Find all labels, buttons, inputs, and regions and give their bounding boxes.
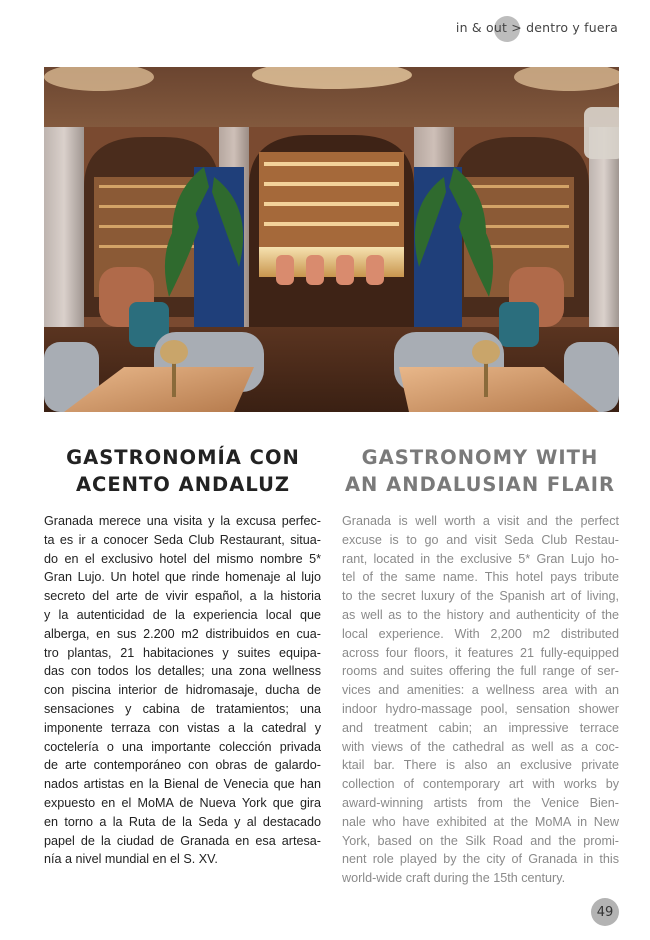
english-heading: [340, 444, 620, 498]
section-tag: [456, 20, 618, 35]
english-body-line: York, based on the Silk Road and the promi-: [342, 833, 619, 848]
english-body-line: tel of the same name. This hotel pays tribute: [342, 570, 619, 585]
english-body-line: nale who have exhibited at the MoMA in New: [342, 814, 619, 829]
english-body-line: and treatment cabin; an impressive terrace: [342, 720, 619, 735]
spanish-body-line: en torno a la Ruta de la Seda y al destacado: [44, 814, 321, 829]
english-body-line: ktail bar. There is also an exclusive private: [342, 758, 619, 773]
spanish-body-line: de arte contemporáneo con obras de galardo-: [44, 758, 321, 773]
spanish-body-line: con piscina interior de hidromasaje, ducha de: [44, 683, 321, 698]
spanish-body-line: Gran Lujo. Un hotel que rinde homenaje al lujo: [44, 570, 321, 585]
english-heading-line-2: AN ANDALUSIAN FLAIR: [344, 473, 616, 496]
english-body-line: collection of contemporary art with works by: [342, 777, 619, 792]
spanish-body-line: y la autenticidad de la experiencia local que: [44, 607, 321, 622]
spanish-heading-line-2: ACENTO ANDALUZ: [75, 473, 291, 496]
english-heading-line-1: GASTRONOMY WITH: [361, 446, 599, 469]
spanish-body-line: nía a nivel mundial en el S. XV.: [44, 852, 218, 867]
section-tag-text: in & out > dentro y fuera: [455, 20, 618, 35]
spanish-body-line: nados artistas en la Bienal de Venecia que han: [44, 777, 321, 792]
spanish-body-line: do en el exclusivo hotel del mismo nombre 5*: [44, 551, 321, 566]
english-body-line: with views of the cathedral as well as a coc-: [342, 739, 619, 754]
english-body-line: vices and amenities: a wellness area with an: [342, 683, 619, 698]
spanish-body-line: secreto del arte de vivir español, a la historia: [44, 589, 321, 604]
spanish-body-line: das con todos los detalles; una zona wellness: [44, 664, 321, 679]
english-body-line: to the secret luxury of the Spanish art of living,: [342, 589, 619, 604]
spanish-body-line: expuesto en el MoMA de Nueva York que gira: [44, 795, 321, 810]
spanish-heading-line-1: GASTRONOMÍA CON: [66, 446, 300, 469]
spanish-body-line: Granada merece una visita y la excusa perfec-: [44, 514, 321, 528]
spanish-body-line: sensaciones y cabina de tratamientos; una: [44, 701, 321, 716]
spanish-heading: [43, 444, 323, 498]
english-body-line: excuse is to go and visit Seda Club Restau-: [342, 532, 619, 547]
spanish-body-line: ta es ir a conocer Seda Club Restaurant, situa-: [44, 532, 321, 547]
spanish-body: [44, 512, 321, 869]
spanish-body-line: alberga, en sus 2.200 m2 distribuidos en cua-: [44, 626, 321, 641]
english-body: [342, 512, 619, 888]
english-body-line: as well as to the history and authenticity of the: [342, 607, 619, 622]
english-body-line: award-winning artists from the Venice Bien-: [342, 795, 619, 810]
page-number: 49: [591, 898, 619, 926]
spanish-body-line: tro plantas, 21 habitaciones y suites equipa-: [44, 645, 321, 660]
english-body-line: indoor hydro-massage pool, sensation shower: [342, 701, 619, 716]
english-body-line: local experience. With 2,200 m2 distributed: [342, 626, 619, 641]
english-body-line: across four floors, it features 21 fully-equipped: [342, 645, 619, 660]
english-body-line: nent role played by the city of Granada in this: [342, 852, 619, 867]
english-body-line: rant, located in the exclusive 5* Gran Lujo ho-: [342, 551, 619, 566]
english-body-line: world-wide craft during the 15th century.: [342, 871, 566, 886]
english-body-line: Granada is well worth a visit and the perfect: [342, 514, 619, 528]
spanish-body-line: imponente terraza con vistas a la catedral y: [44, 720, 321, 735]
spanish-body-line: papel de la ciudad de Granada en esa artesa-: [44, 833, 321, 848]
english-body-line: rooms and suites offering the full range of ser-: [342, 664, 619, 679]
restaurant-photo: [44, 67, 619, 412]
spanish-body-line: coctelería o una importante colección privada: [44, 739, 321, 754]
